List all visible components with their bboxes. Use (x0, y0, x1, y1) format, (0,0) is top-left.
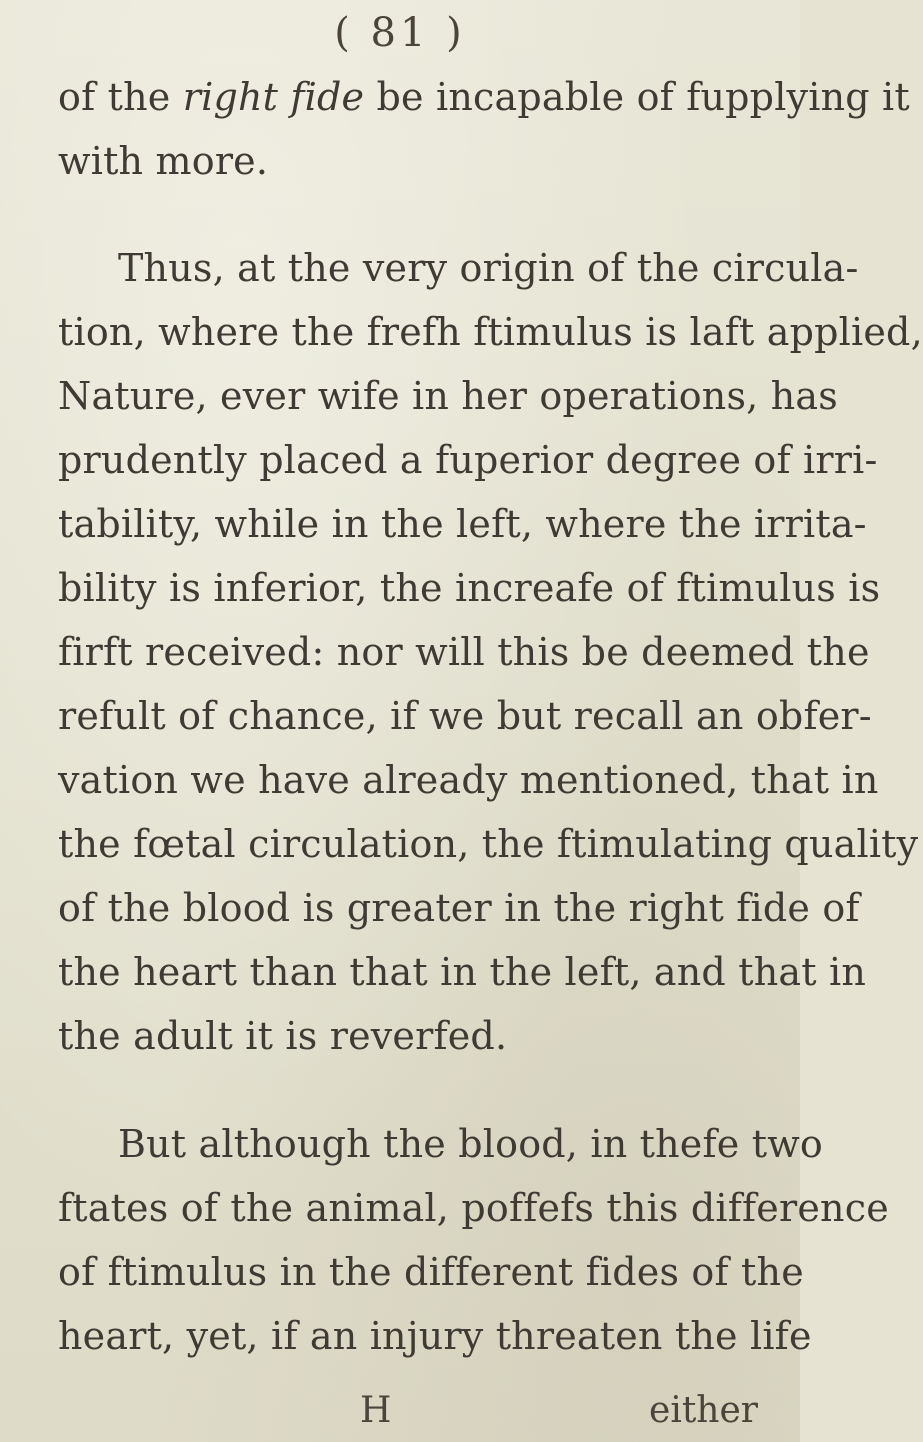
text-line: with more. (58, 139, 269, 183)
text-line: tability, while in the left, where the irrita- (58, 502, 867, 546)
text-line: prudently placed a fuperior degree of irri- (58, 438, 878, 482)
text-line: the heart than that in the left, and that in (58, 950, 867, 994)
text-line: tion, where the frefh ftimulus is laft applied, (58, 310, 923, 354)
text-line: the fœtal circulation, the ftimulating quality (58, 822, 919, 866)
text-line: refult of chance, if we but recall an obfer- (58, 694, 872, 738)
text-line: Thus, at the very origin of the circula- (118, 246, 859, 290)
page-number: ( 81 ) (334, 10, 466, 56)
text-line: firft received: nor will this be deemed the (58, 630, 870, 674)
text-line: of the right fide be incapable of fupplying it (58, 75, 910, 119)
text-line: ftates of the animal, poffefs this difference (58, 1186, 889, 1230)
text-line: Nature, ever wife in her operations, has (58, 374, 838, 418)
text-line: the adult it is reverfed. (58, 1014, 508, 1058)
italic-phrase: right fide (182, 75, 365, 119)
text-line: of ftimulus in the different fides of the (58, 1250, 804, 1294)
signature-mark: H (360, 1390, 392, 1431)
text-line: But although the blood, in thefe two (118, 1122, 824, 1166)
catchword: either (649, 1390, 758, 1431)
text-line: bility is inferior, the increafe of ftimulus is (58, 566, 881, 610)
text-line: heart, yet, if an injury threaten the life (58, 1314, 812, 1358)
text-line: vation we have already mentioned, that in (58, 758, 879, 802)
text-line: of the blood is greater in the right fide of (58, 886, 860, 930)
